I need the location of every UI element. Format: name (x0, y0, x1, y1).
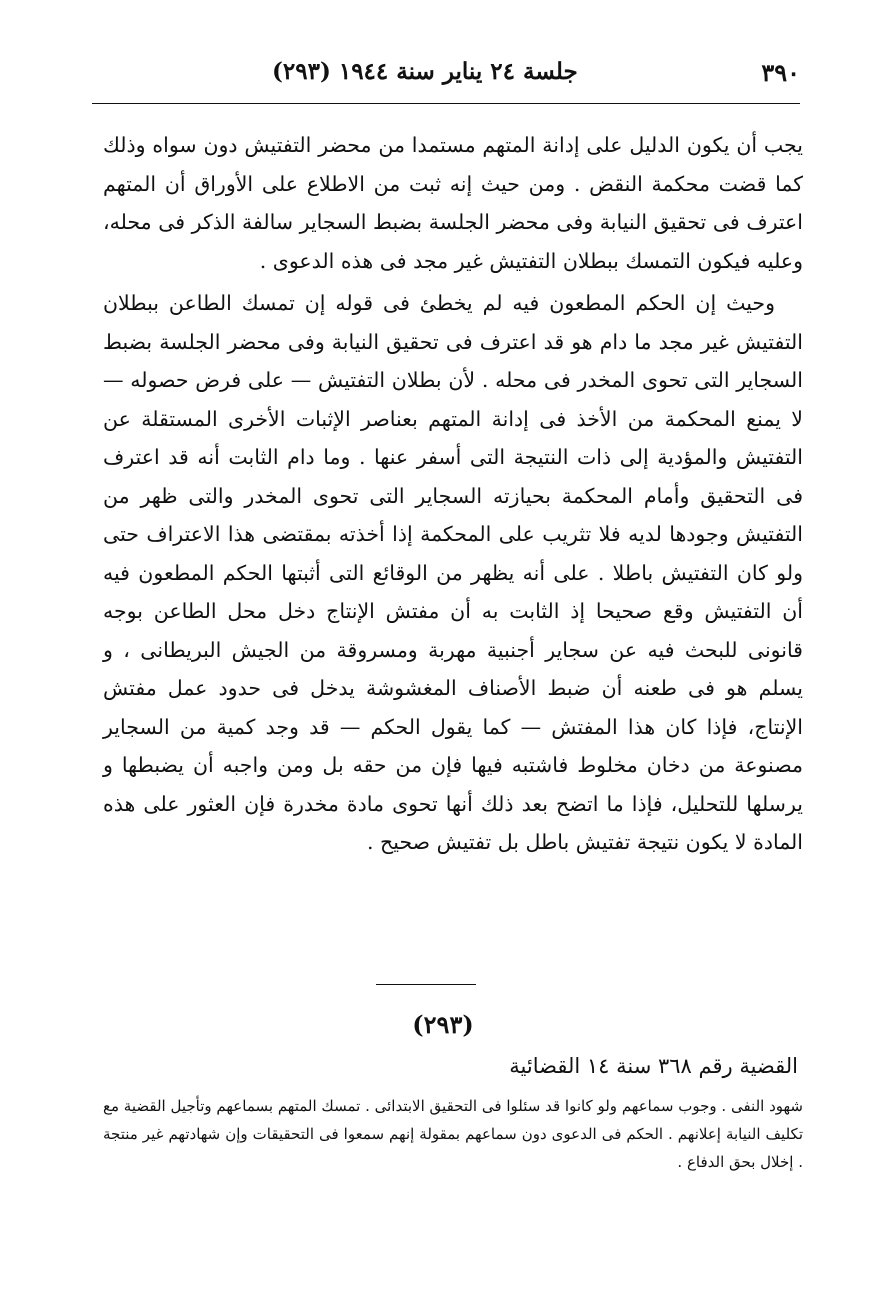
case-reference: القضية رقم ٣٦٨ سنة ١٤ القضائية (509, 1054, 798, 1078)
running-title: جلسة ٢٤ يناير سنة ١٩٤٤ (٢٩٣) (272, 58, 578, 85)
case-headnote: شهود النفى . وجوب سماعهم ولو كانوا قد سئلوا فى التحقيق الابتدائى . تمسك المتهم بسماعهم وتأجيل القضية مع تكليف النيابة إعلانهم . الحكم فى الدعوى دون سماعهم بمقولة إنهم سمعوا فى التحقيقات وإن شهادتهم غير منتجة . إخلال بحق الدفاع . (103, 1097, 803, 1171)
case-number: (٢٩٣) (412, 1010, 474, 1039)
paragraph: يجب أن يكون الدليل على إدانة المتهم مستمدا من محضر التفتيش دون سواه وذلك كما قضت محكمة النقض . ومن حيث إنه ثبت من الاطلاع على الأوراق أن المتهم اعترف فى تحقيق النيابة وفى محضر الجلسة بضبط السجاير سالفة الذكر فى محله، وعليه فيكون التمسك ببطلان التفتيش غير مجد فى هذه الدعوى . (103, 133, 803, 273)
header-divider (92, 103, 800, 104)
section-divider (376, 984, 476, 985)
page-header (92, 58, 800, 94)
page-number: ٣٩٠ (761, 58, 800, 87)
body-text (103, 126, 803, 862)
paragraph: وحيث إن الحكم المطعون فيه لم يخطئ فى قوله إن تمسك الطاعن ببطلان التفتيش غير مجد ما دام هو قد اعترف فى تحقيق النيابة وفى محضر الجلسة بضبط السجاير التى تحوى المخدر فى محله . لأن بطلان التفتيش — على فرض حصوله — لا يمنع المحكمة من الأخذ فى إدانة المتهم بعناصر الإثبات الأخرى المستقلة عن التفتيش والمؤدية إلى ذات النتيجة التى أسفر عنها . وما دام الثابت أنه قد اعترف فى التحقيق وأمام المحكمة بحيازته السجاير التى تحوى المخدر والتى ظهر من التفتيش وجودها لديه فلا تثريب على المحكمة إذا أخذته بمقتضى هذا الاعتراف حتى ولو كان التفتيش باطلا . على أنه يظهر من الوقائع التى أثبتها الحكم المطعون فيه أن التفتيش وقع صحيحا إذ الثابت به أن مفتش الإنتاج دخل محل الطاعن بوجه قانونى للبحث فيه عن سجاير أجنبية مهربة ومسروقة من الجيش البريطانى ، و يسلم هو فى طعنه أن ضبط الأصناف المغشوشة يدخل فى حدود عمل مفتش الإنتاج، فإذا كان هذا المفتش — كما يقول الحكم — قد وجد كمية من السجاير مصنوعة من دخان مخلوط فاشتبه فيها فإن من حقه بل ومن واجبه أن يضبطها و يرسلها للتحليل، فإذا ما اتضح بعد ذلك أنها تحوى مادة مخدرة فإن العثور على هذه المادة لا يكون نتيجة تفتيش باطل بل تفتيش صحيح . (103, 291, 803, 854)
